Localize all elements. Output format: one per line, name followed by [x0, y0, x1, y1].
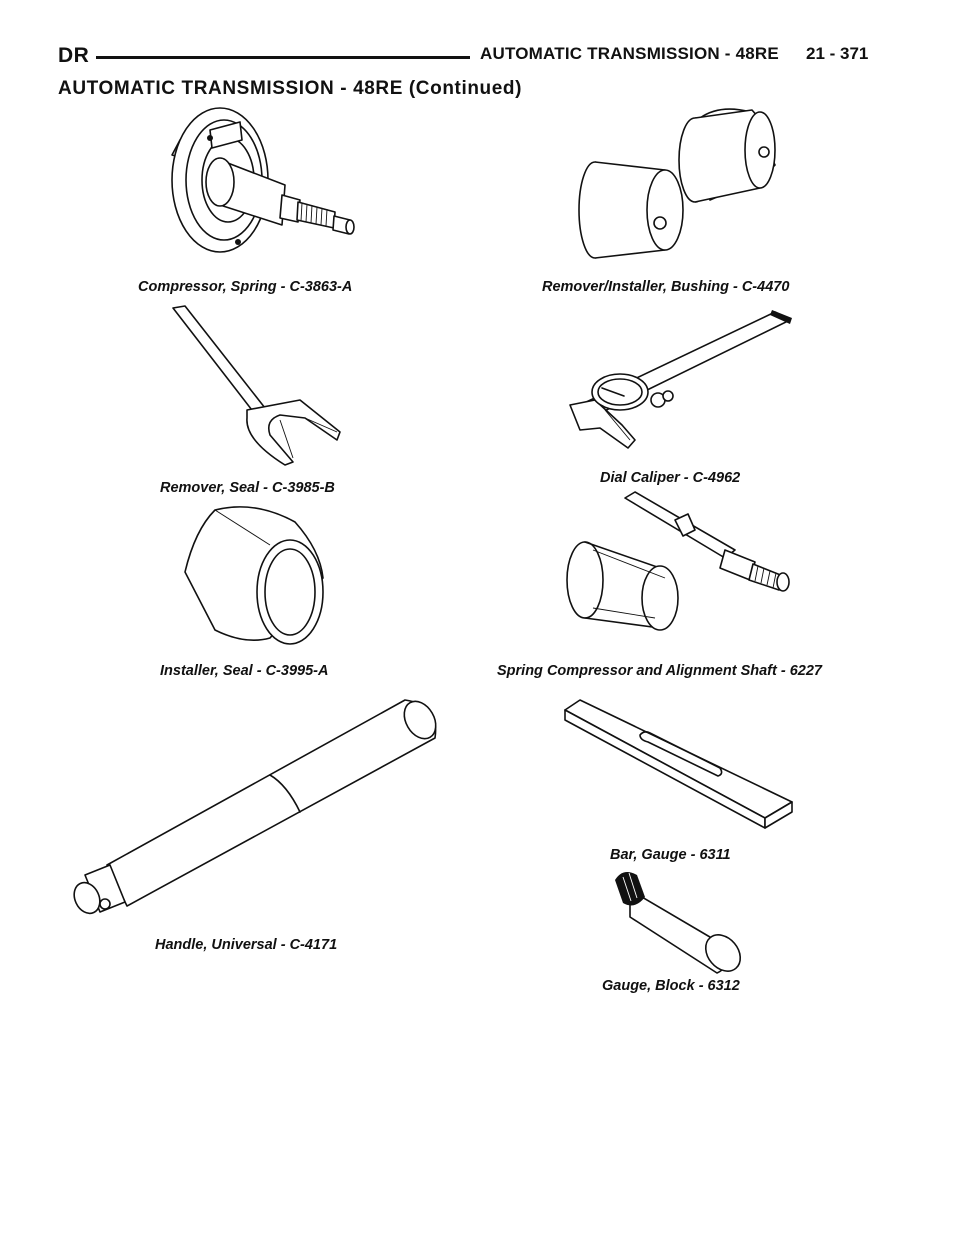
- seal-installer-icon: [175, 500, 335, 650]
- tool-caption: Handle, Universal - C-4171: [155, 937, 338, 953]
- tool-caption: Spring Compressor and Alignment Shaft - 6227: [497, 663, 822, 679]
- gauge-block-icon: [605, 865, 745, 980]
- gauge-bar-icon: [560, 690, 800, 830]
- header-rule: [96, 56, 470, 59]
- seal-remover-icon: [165, 300, 355, 470]
- section-code: DR: [58, 44, 90, 67]
- tool-caption: Remover/Installer, Bushing - C-4470: [542, 279, 790, 295]
- universal-handle-icon: [65, 680, 450, 925]
- tool-caption: Remover, Seal - C-3985-B: [160, 480, 335, 496]
- tool-caption: Compressor, Spring - C-3863-A: [138, 279, 353, 295]
- chapter-title: AUTOMATIC TRANSMISSION - 48RE: [480, 44, 779, 63]
- tool-caption: Bar, Gauge - 6311: [610, 847, 731, 863]
- bushing-tool-icon: [570, 100, 790, 275]
- tool-caption: Installer, Seal - C-3995-A: [160, 663, 329, 679]
- page-number: 21 - 371: [806, 44, 869, 63]
- alignment-shaft-icon: [555, 490, 805, 650]
- dial-caliper-icon: [560, 300, 800, 460]
- section-title: AUTOMATIC TRANSMISSION - 48RE (Continued): [58, 78, 523, 99]
- tool-caption: Gauge, Block - 6312: [602, 978, 740, 994]
- tool-caption: Dial Caliper - C-4962: [600, 470, 741, 486]
- spring-compressor-icon: [150, 100, 370, 275]
